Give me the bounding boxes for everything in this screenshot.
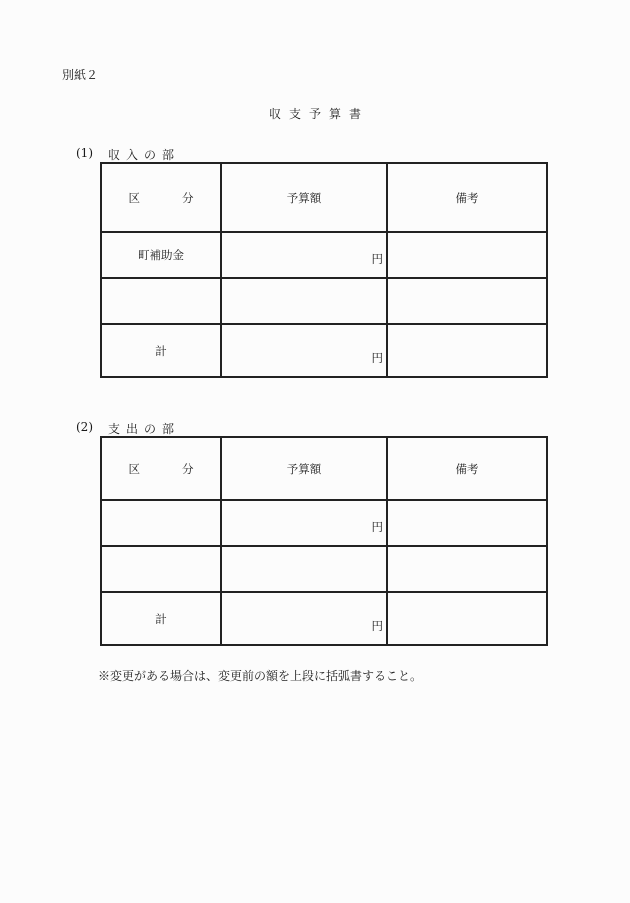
header-category-b: 分: [182, 190, 194, 205]
table-row: [101, 546, 547, 592]
category-cell[interactable]: [101, 278, 221, 324]
expense-section-heading: [76, 420, 276, 436]
income-table: [100, 162, 548, 378]
header-amount: 予算額: [221, 437, 387, 500]
amount-cell[interactable]: [221, 232, 387, 278]
remarks-cell[interactable]: [387, 500, 547, 546]
table-row: [101, 500, 547, 546]
total-label-cell: 計: [101, 324, 221, 377]
table-header-row: [101, 163, 547, 232]
expense-section-number: (2): [76, 420, 93, 434]
remarks-cell[interactable]: [387, 592, 547, 645]
table-row: [101, 278, 547, 324]
category-cell[interactable]: [101, 500, 221, 546]
header-category: [101, 163, 221, 232]
income-section-label: 収入の部: [108, 148, 181, 162]
table-total-row: [101, 324, 547, 377]
yen-unit: 円: [371, 520, 383, 534]
table-header-row: [101, 437, 547, 500]
table-total-row: [101, 592, 547, 645]
header-category-b: 分: [182, 461, 194, 476]
attachment-label: 別紙２: [62, 68, 99, 82]
expense-table: [100, 436, 548, 646]
yen-unit: 円: [371, 252, 383, 266]
total-label-cell: 計: [101, 592, 221, 645]
header-category: [101, 437, 221, 500]
remarks-cell[interactable]: [387, 546, 547, 592]
footnote: ※変更がある場合は、変更前の額を上段に括弧書すること。: [98, 669, 423, 683]
category-cell[interactable]: [101, 546, 221, 592]
header-remarks: 備考: [387, 163, 547, 232]
header-category-a: 区: [128, 190, 140, 205]
header-amount: 予算額: [221, 163, 387, 232]
category-cell[interactable]: 町補助金: [101, 232, 221, 278]
amount-cell[interactable]: [221, 278, 387, 324]
header-remarks: 備考: [387, 437, 547, 500]
income-section-heading: [76, 146, 276, 162]
table-row: [101, 232, 547, 278]
expense-section-label: 支出の部: [108, 422, 181, 436]
total-amount-cell[interactable]: [221, 592, 387, 645]
remarks-cell[interactable]: [387, 278, 547, 324]
document-title: 収支予算書: [268, 107, 369, 121]
income-section-number: (1): [76, 146, 93, 160]
yen-unit: 円: [371, 619, 383, 633]
amount-cell[interactable]: [221, 500, 387, 546]
remarks-cell[interactable]: [387, 232, 547, 278]
amount-cell[interactable]: [221, 546, 387, 592]
remarks-cell[interactable]: [387, 324, 547, 377]
header-category-a: 区: [128, 461, 140, 476]
yen-unit: 円: [371, 351, 383, 365]
total-amount-cell[interactable]: [221, 324, 387, 377]
